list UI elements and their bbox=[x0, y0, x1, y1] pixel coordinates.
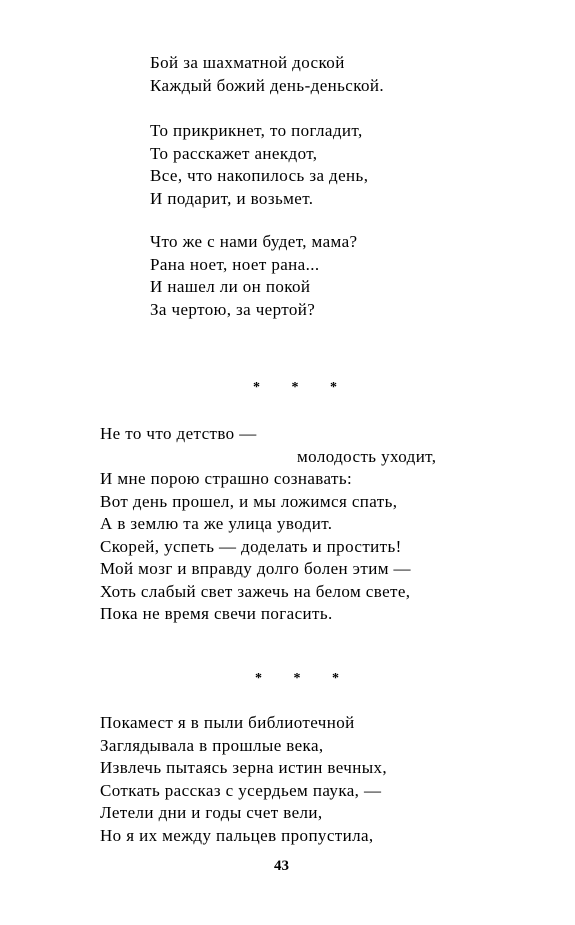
poem-3 bbox=[100, 712, 387, 847]
verse-line: Что же с нами будет, мама? bbox=[150, 232, 358, 251]
verse-line: Хоть слабый свет зажечь на белом свете, bbox=[100, 581, 411, 601]
verse-line: Рана ноет, ноет рана... bbox=[150, 254, 320, 274]
verse-line: И подарит, и возьмет. bbox=[150, 188, 314, 208]
poem-1-stanza-1 bbox=[150, 52, 384, 97]
verse-line: За чертою, за чертой? bbox=[150, 299, 316, 319]
page-number: 43 bbox=[274, 858, 289, 874]
verse-line: Но я их между пальцев пропустила, bbox=[100, 825, 374, 845]
verse-line: Вот день прошел, и мы ложимся спать, bbox=[100, 491, 398, 511]
verse-line: Покамест я в пыли библиотечной bbox=[100, 713, 355, 732]
verse-line: А в землю та же улица уводит. bbox=[100, 514, 333, 533]
verse-line: Мой мозг и вправду долго болен этим — bbox=[100, 559, 411, 578]
poem-2 bbox=[100, 423, 436, 626]
poem-1-stanza-2 bbox=[150, 120, 368, 210]
verse-line: И мне порою страшно сознавать: bbox=[100, 469, 353, 488]
verse-line: Извлечь пытаясь зерна истин вечных, bbox=[100, 758, 388, 777]
verse-line: Скорей, успеть — доделать и простить! bbox=[100, 536, 402, 556]
verse-line: Все, что накопилось за день, bbox=[150, 166, 369, 185]
verse-line: И нашел ли он покой bbox=[150, 277, 311, 296]
section-separator: * * * bbox=[253, 380, 351, 395]
poem-1-stanza-3 bbox=[150, 231, 357, 321]
verse-line: Не то что детство — bbox=[100, 424, 257, 443]
verse-line: Заглядывала в прошлые века, bbox=[100, 735, 324, 755]
verse-line: Бой за шахматной доской bbox=[150, 53, 345, 72]
verse-line: Каждый божий день-деньской. bbox=[150, 75, 385, 95]
section-separator: * * * bbox=[255, 671, 353, 686]
verse-line-indented: молодость уходит, bbox=[297, 446, 437, 466]
verse-line: То расскажет анекдот, bbox=[150, 143, 318, 163]
verse-line: Соткать рассказ с усердьем паука, — bbox=[100, 780, 382, 800]
verse-line: То прикрикнет, то погладит, bbox=[150, 121, 363, 140]
verse-line: Пока не время свечи погасить. bbox=[100, 604, 333, 623]
verse-line: Летели дни и годы счет вели, bbox=[100, 803, 323, 822]
